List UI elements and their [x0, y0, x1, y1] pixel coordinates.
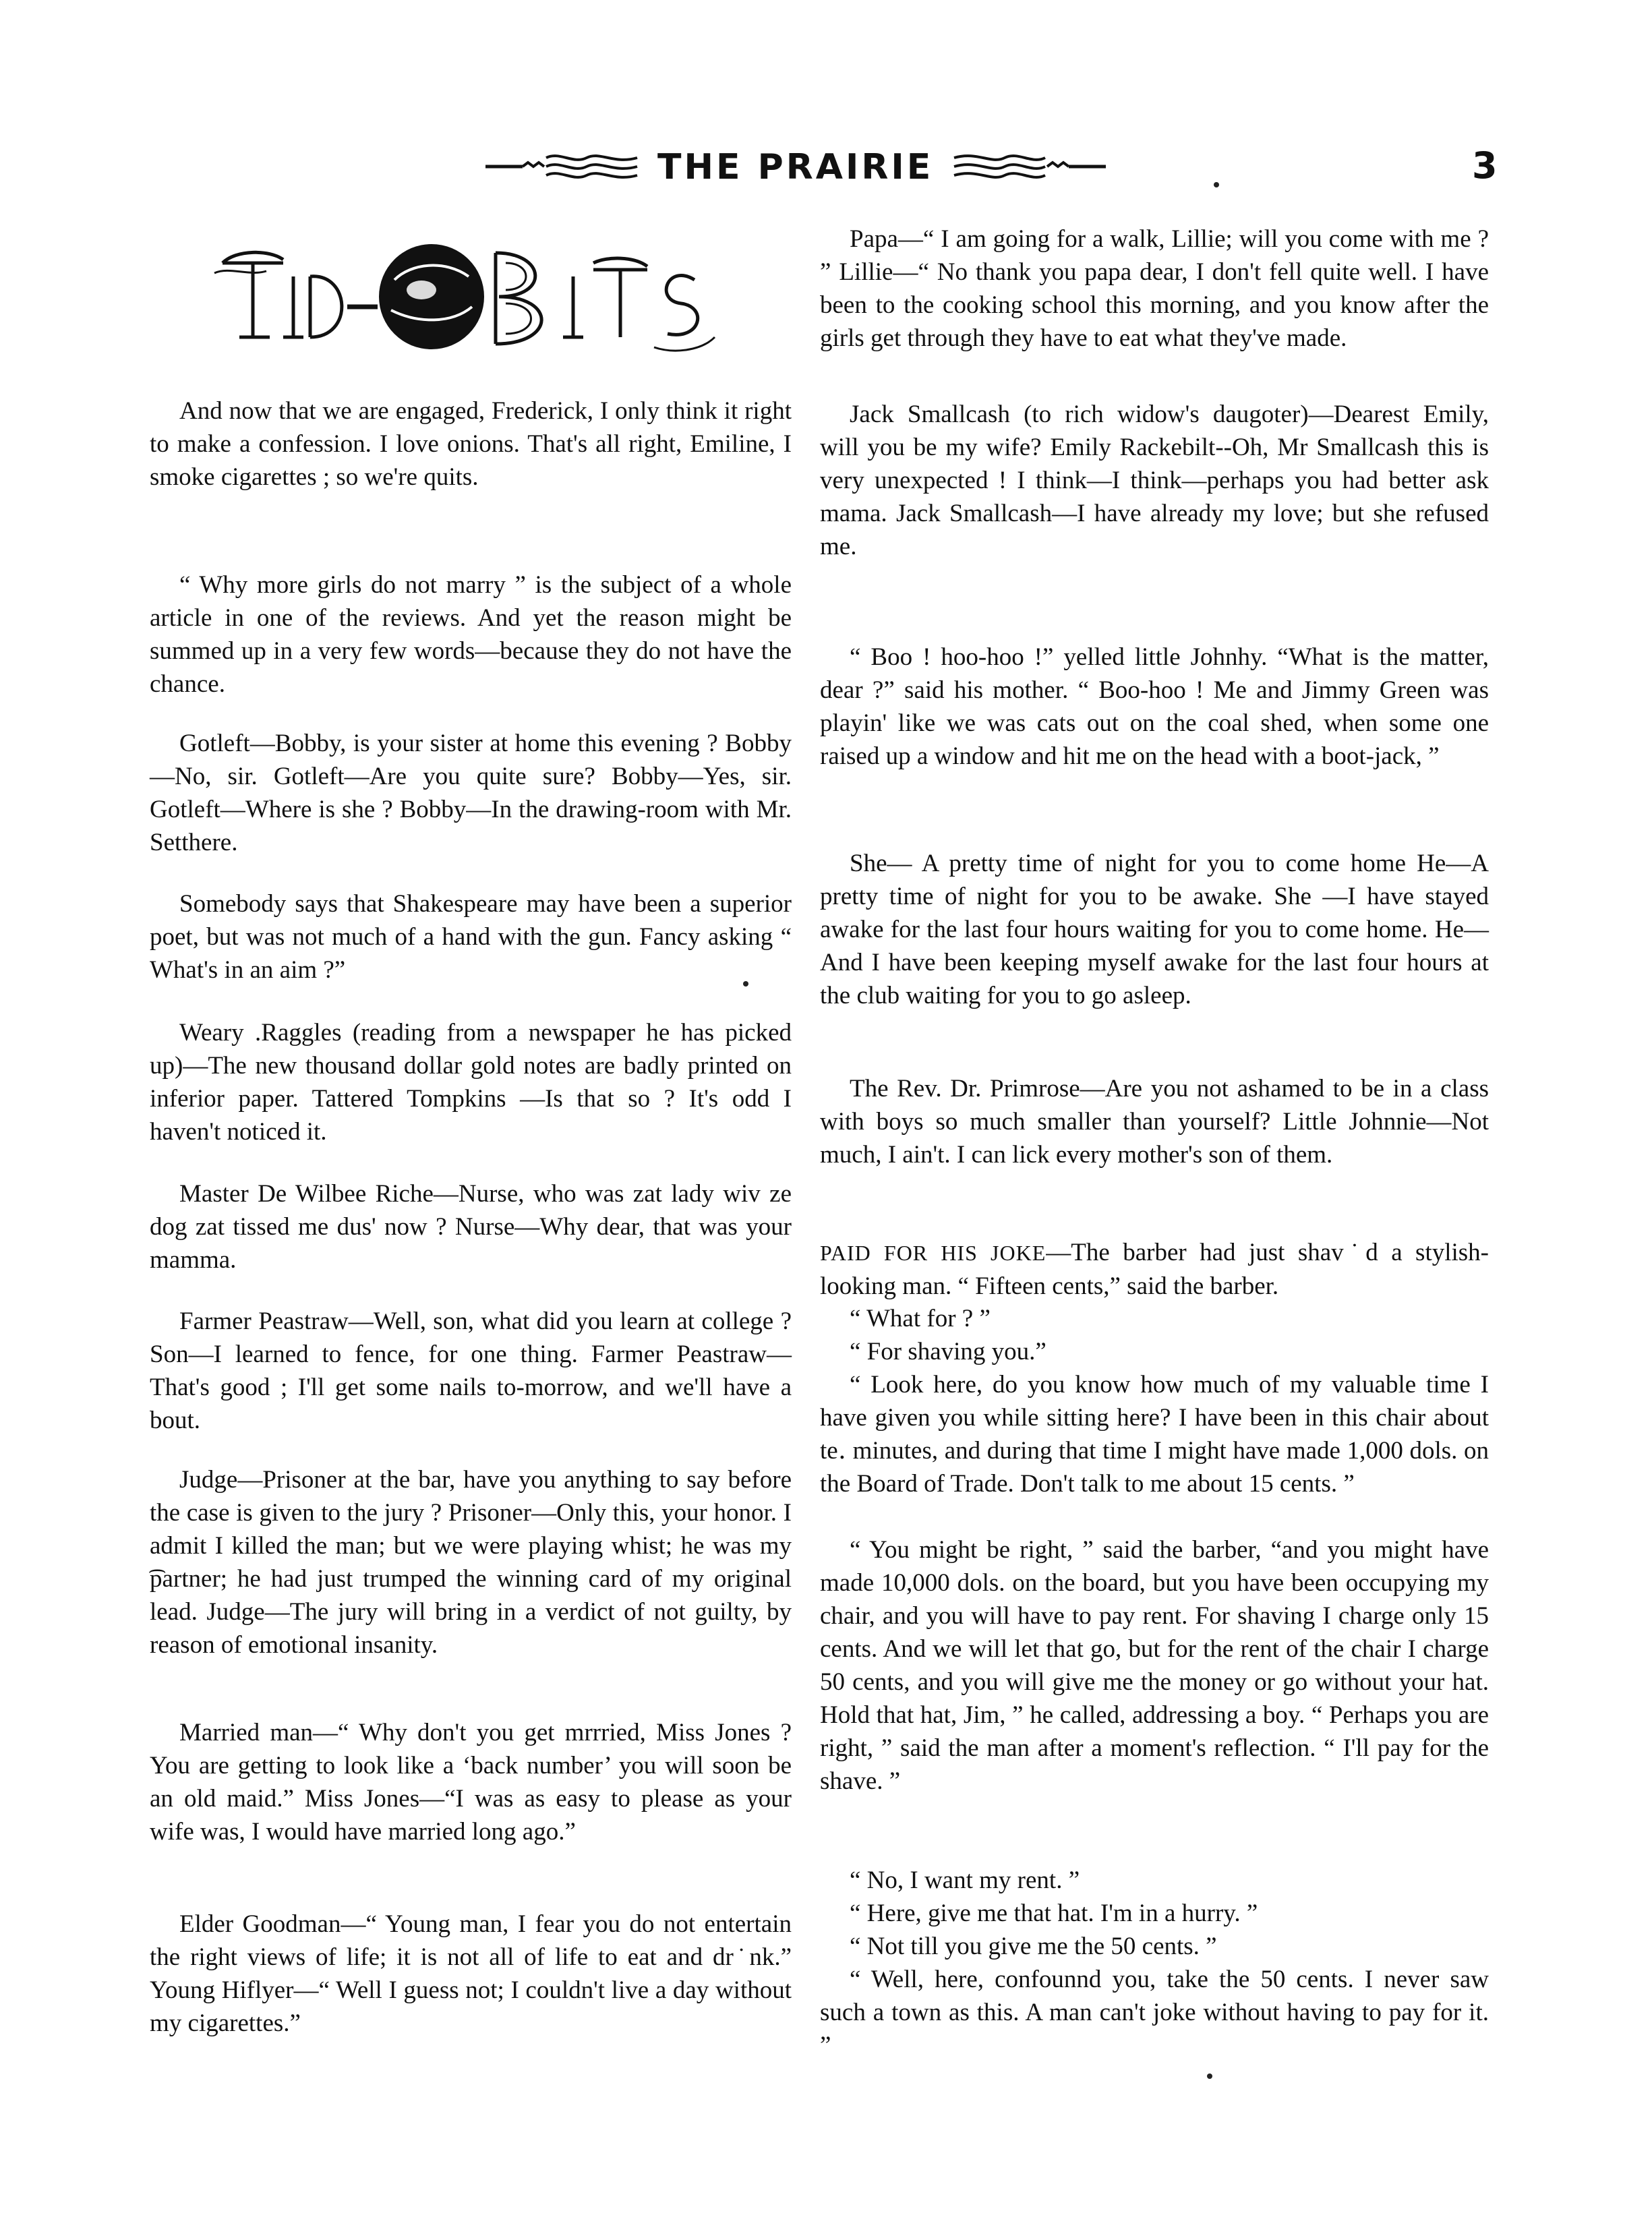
header-ornament-right-icon [947, 148, 1109, 182]
paragraph: Master De Wilbee Riche—Nurse, who was zat lady wiv ze dog zat tissed me dus' now ? Nurse—Why dear, that was your mamma. [150, 1180, 792, 1274]
story-line: “ What for ? ” [850, 1305, 991, 1332]
paragraph: She— A pretty time of night for you to come home He—A pretty time of night for you to be awake. She —I have stayed awake for the last four hours waiting for you to come home. He—And I have been keeping myself awake for the last four hours at the club waiting for you to go asleep. [820, 850, 1489, 1009]
paragraph: Judge—Prisoner at the bar, have you anything to say before the case is given to the jury ? Prisoner—Only this, your honor. I admit I killed the man; but we were playing whist; he was my ͡partner; he had just trumped the winning card of my original lead. Judge—The jury will bring in a verdict of not guilty, by reason of emotional insanity. [150, 1466, 792, 1659]
tid-bits-logo [209, 236, 721, 357]
story-line: “ No, I want my rent. ” [850, 1866, 1080, 1894]
story-line: —The barber had just shav˙d a stylish-looking man. “ Fifteen cents,” said the barber. [820, 1239, 1489, 1300]
story-heading: PAID FOR HIS JOKE [820, 1241, 1046, 1265]
paragraph: Farmer Peastraw—Well, son, what did you learn at college ? Son—I learned to fence, for one thing. Farmer Peastraw—That's good ; I'll get some nails to-morrow, and we'll have a bout. [150, 1307, 792, 1434]
scan-speck [1207, 2073, 1212, 2079]
paragraph: Elder Goodman—“ Young man, I fear you do not entertain the right views of life; it is not all of life to eat and dr˙nk.” Young Hiflyer—“ Well I guess not; I couldn't live a day without my cigarettes.” [150, 1910, 792, 2037]
story-line: “ Not till you give me the 50 cents. ” [850, 1933, 1217, 1960]
masthead-title: THE PRAIRIE [657, 147, 934, 187]
story-line: “ Well, here, confounnd you, take the 50 cents. I never saw such a town as this. A man can't joke without having to pay for it. ” [820, 1966, 1489, 2059]
story-line: “ Look here, do you know how much of my valuable time I have given you while sitting here? I have been in this chair about te․ minutes, and during that time I might have made 1,000 dols. on the Board of Trade. Don't talk to me about 15 cents. ” [820, 1371, 1489, 1498]
scan-speck [743, 981, 748, 987]
page-header [0, 142, 1652, 196]
story-line: “ You might be right, ” said the barber, “and you might have made 10,000 dols. on the board, but you have been occupying my chair, and you will have to pay rent. For shaving I charge only 15 cents. And we will let that go, but for the rent of the chair I charge 50 cents, and you will give me the money or go without your hat. Hold that hat, Jim, ” he called, addressing a boy. “ Perhaps you are right, ” said the man after a moment's reflection. “ I'll pay for the shave. ” [820, 1536, 1489, 1795]
story-line: “ Here, give me that hat. I'm in a hurry. ” [850, 1900, 1258, 1927]
story-line: “ For shaving you.” [850, 1338, 1046, 1365]
paragraph: Papa—“ I am going for a walk, Lillie; will you come with me ? ” Lillie—“ No thank you papa dear, I don't fell quite well. I have been to the cooking school this morning, and you know after the girls get through they have to eat what they've made. [820, 225, 1489, 352]
paragraph: The Rev. Dr. Primrose—Are you not ashamed to be in a class with boys so much smaller than yourself? Little Johnnie—Not much, I ain't. I can lick every mother's son of them. [820, 1075, 1489, 1169]
paragraph: “ Why more girls do not marry ” is the subject of a whole article in one of the reviews. And yet the reason might be summed up in a very few words—because they do not have the chance. [150, 571, 792, 698]
paragraph: Jack Smallcash (to rich widow's daugoter)—Dearest Emily, will you be my wife? Emily Rackebilt--Oh, Mr Smallcash this is very unexpected ! I think—I think—perhaps you had better ask mama. Jack Smallcash—I have already my love; but she refused me. [820, 401, 1489, 560]
paragraph: Gotleft—Bobby, is your sister at home this evening ? Bobby—No, sir. Gotleft—Are you quite sure? Bobby—Yes, sir. Gotleft—Where is she ? Bobby—In the drawing-room with Mr. Setthere. [150, 730, 792, 856]
paragraph: Weary .Raggles (reading from a newspaper he has picked up)—The new thousand dollar gold notes are badly printed on inferior paper. Tattered Tompkins —Is that so ? It's odd I haven't noticed it. [150, 1019, 792, 1146]
story-opening [820, 1236, 1489, 1303]
paragraph: And now that we are engaged, Frederick, I only think it right to make a confession. I love onions. That's all right, Emiline, I smoke cigarettes ; so we're quits. [150, 397, 792, 491]
paragraph: Somebody says that Shakespeare may have been a superior poet, but was not much of a hand with the gun. Fancy asking “ What's in an aim ?” [150, 890, 792, 984]
paragraph: “ Boo ! hoo-hoo !” yelled little Johnhy. “What is the matter, dear ?” said his mother. “ Boo-hoo ! Me and Jimmy Green was playin' like we was cats out on the coal shed, when some one raised up a window and hit me on the head with a boot-jack, ” [820, 643, 1489, 770]
header-ornament-left-icon [482, 148, 644, 182]
page-number: 3 [1472, 144, 1498, 187]
paragraph: Married man—“ Why don't you get mrrried, Miss Jones ? You are getting to look like a ‘back number’ you will soon be an old maid.” Miss Jones—“I was as easy to please as your wife was, I would have married long ago.” [150, 1719, 792, 1846]
scan-speck [1214, 182, 1219, 187]
